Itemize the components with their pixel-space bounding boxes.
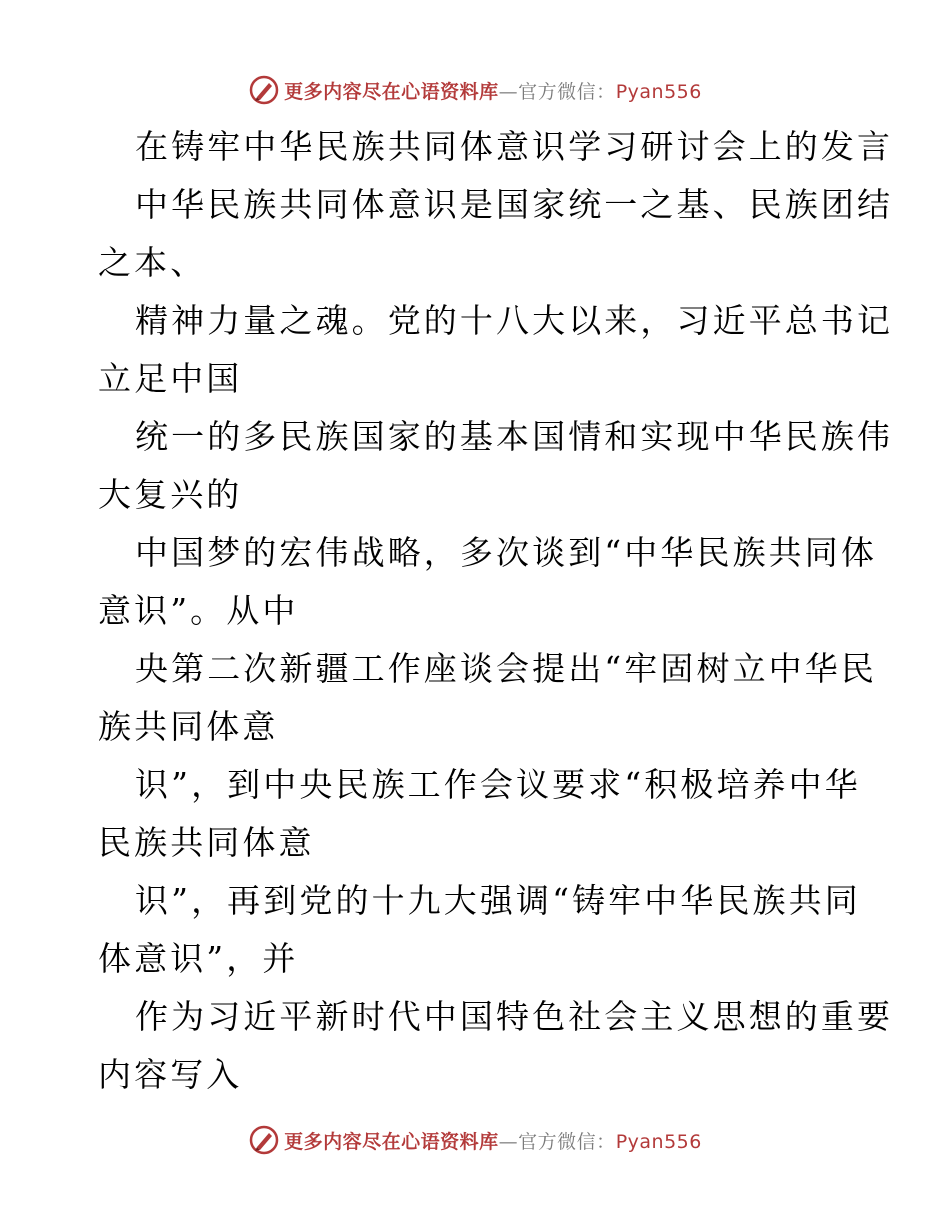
text-line: 内容写入 xyxy=(98,1055,243,1094)
text-line: 精神力量之魂。党的十八大以来，习近平总书记 xyxy=(135,301,894,340)
text-line: 识”，到中央民族工作会议要求“积极培养中华 xyxy=(135,765,861,804)
text-line: 体意识”，并 xyxy=(98,939,299,978)
text-line: 立足中国 xyxy=(98,359,243,398)
watermark-wechat-label: 官方微信： xyxy=(518,1130,616,1153)
text-line: 作为习近平新时代中国特色社会主义思想的重要 xyxy=(135,997,894,1036)
text-line: 之本、 xyxy=(98,243,207,282)
text-line: 民族共同体意 xyxy=(98,823,315,862)
text-line: 中国梦的宏伟战略，多次谈到“中华民族共同体 xyxy=(135,533,877,572)
watermark-site: 更多内容尽在心语资料库 xyxy=(284,80,499,103)
header-watermark xyxy=(0,70,950,110)
watermark-wechat-account: Pyan556 xyxy=(615,1130,702,1153)
text-line: 族共同体意 xyxy=(98,707,279,746)
document-body xyxy=(98,118,894,1104)
text-line: 大复兴的 xyxy=(98,475,243,514)
watermark-dash: — xyxy=(498,80,519,103)
text-line: 意识”。从中 xyxy=(98,591,299,630)
document-title: 在铸牢中华民族共同体意识学习研讨会上的发言 xyxy=(135,127,894,166)
text-line: 统一的多民族国家的基本国情和实现中华民族伟 xyxy=(135,417,894,456)
watermark-site: 更多内容尽在心语资料库 xyxy=(284,1130,499,1153)
pen-logo-icon xyxy=(248,74,280,106)
text-line: 中华民族共同体意识是国家统一之基、民族团结 xyxy=(135,185,894,224)
watermark-dash: — xyxy=(498,1130,519,1153)
watermark-text xyxy=(284,77,702,104)
watermark-wechat-account: Pyan556 xyxy=(615,80,702,103)
text-line: 央第二次新疆工作座谈会提出“牢固树立中华民 xyxy=(135,649,877,688)
watermark-wechat-label: 官方微信： xyxy=(518,80,616,103)
pen-logo-icon xyxy=(248,1124,280,1156)
text-line: 识”，再到党的十九大强调“铸牢中华民族共同 xyxy=(135,881,861,920)
watermark-text xyxy=(284,1127,702,1154)
footer-watermark xyxy=(0,1120,950,1160)
